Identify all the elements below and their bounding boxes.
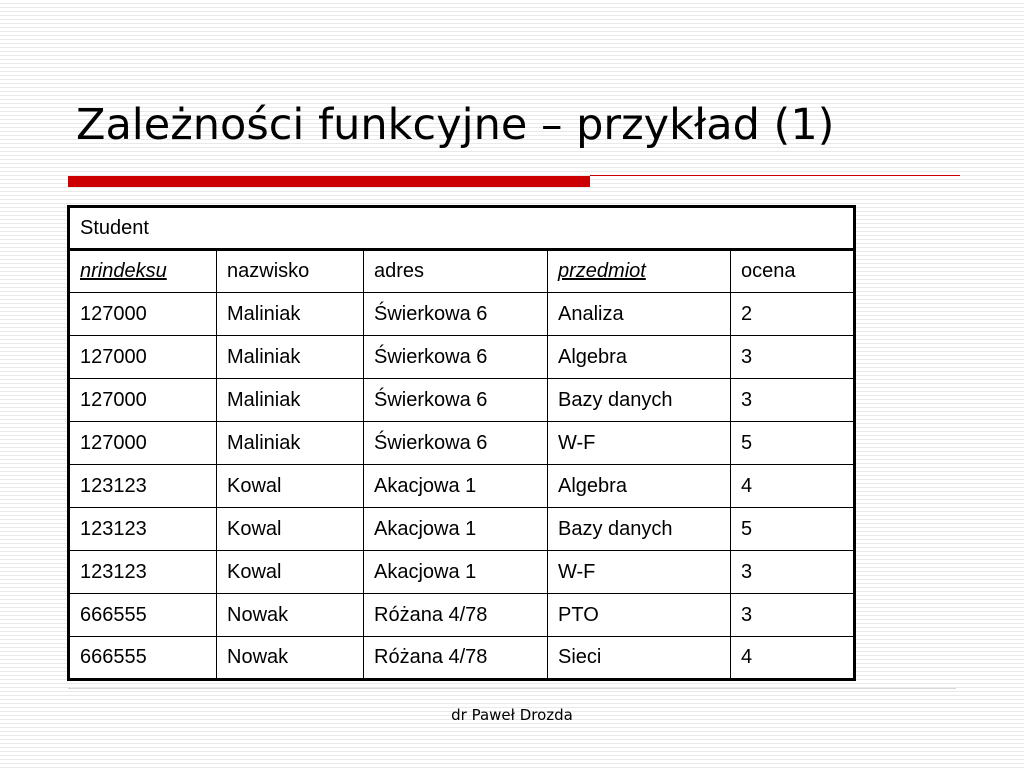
- cell-nrindeksu: 127000: [69, 293, 217, 336]
- cell-adres: Różana 4/78: [364, 594, 548, 637]
- cell-przedmiot: Bazy danych: [548, 379, 731, 422]
- cell-przedmiot: Algebra: [548, 336, 731, 379]
- cell-nazwisko: Maliniak: [217, 379, 364, 422]
- cell-nazwisko: Kowal: [217, 551, 364, 594]
- column-header-przedmiot: przedmiot: [548, 250, 731, 293]
- cell-przedmiot: PTO: [548, 594, 731, 637]
- cell-nrindeksu: 127000: [69, 379, 217, 422]
- cell-ocena: 3: [731, 336, 855, 379]
- cell-nazwisko: Nowak: [217, 594, 364, 637]
- cell-adres: Akacjowa 1: [364, 508, 548, 551]
- column-header-nrindeksu: nrindeksu: [69, 250, 217, 293]
- cell-adres: Akacjowa 1: [364, 551, 548, 594]
- cell-nrindeksu: 127000: [69, 422, 217, 465]
- table-row: [69, 465, 855, 508]
- cell-adres: Świerkowa 6: [364, 293, 548, 336]
- cell-ocena: 4: [731, 637, 855, 680]
- table-row: [69, 422, 855, 465]
- cell-przedmiot: Analiza: [548, 293, 731, 336]
- table-caption-row: [69, 207, 855, 250]
- table-row: [69, 551, 855, 594]
- cell-nrindeksu: 123123: [69, 551, 217, 594]
- column-header-ocena: ocena: [731, 250, 855, 293]
- cell-adres: Akacjowa 1: [364, 465, 548, 508]
- cell-nazwisko: Nowak: [217, 637, 364, 680]
- cell-nrindeksu: 666555: [69, 637, 217, 680]
- cell-nazwisko: Maliniak: [217, 293, 364, 336]
- cell-przedmiot: W-F: [548, 551, 731, 594]
- cell-ocena: 3: [731, 379, 855, 422]
- title-underline-line: [590, 175, 960, 176]
- cell-ocena: 4: [731, 465, 855, 508]
- table-row: [69, 637, 855, 680]
- table-row: [69, 336, 855, 379]
- slide-title: Zależności funkcyjne – przykład (1): [76, 100, 835, 150]
- table-row: [69, 594, 855, 637]
- cell-nazwisko: Kowal: [217, 465, 364, 508]
- cell-nazwisko: Maliniak: [217, 336, 364, 379]
- cell-ocena: 5: [731, 422, 855, 465]
- cell-przedmiot: Algebra: [548, 465, 731, 508]
- table-caption: Student: [69, 207, 855, 250]
- cell-ocena: 3: [731, 594, 855, 637]
- slide-footer: dr Paweł Drozda: [451, 706, 573, 724]
- cell-przedmiot: Bazy danych: [548, 508, 731, 551]
- footer-divider: [68, 688, 956, 689]
- column-header-nazwisko: nazwisko: [217, 250, 364, 293]
- cell-adres: Świerkowa 6: [364, 379, 548, 422]
- column-header-adres: adres: [364, 250, 548, 293]
- student-table: [67, 205, 856, 681]
- cell-nrindeksu: 123123: [69, 465, 217, 508]
- cell-przedmiot: W-F: [548, 422, 731, 465]
- title-underline-bar: [68, 176, 590, 187]
- cell-ocena: 3: [731, 551, 855, 594]
- table-row: [69, 293, 855, 336]
- cell-ocena: 5: [731, 508, 855, 551]
- cell-nrindeksu: 127000: [69, 336, 217, 379]
- cell-nazwisko: Kowal: [217, 508, 364, 551]
- table-row: [69, 508, 855, 551]
- cell-adres: Świerkowa 6: [364, 336, 548, 379]
- cell-nazwisko: Maliniak: [217, 422, 364, 465]
- cell-adres: Różana 4/78: [364, 637, 548, 680]
- cell-adres: Świerkowa 6: [364, 422, 548, 465]
- cell-nrindeksu: 666555: [69, 594, 217, 637]
- cell-przedmiot: Sieci: [548, 637, 731, 680]
- cell-ocena: 2: [731, 293, 855, 336]
- cell-nrindeksu: 123123: [69, 508, 217, 551]
- table-header-row: [69, 250, 855, 293]
- table-row: [69, 379, 855, 422]
